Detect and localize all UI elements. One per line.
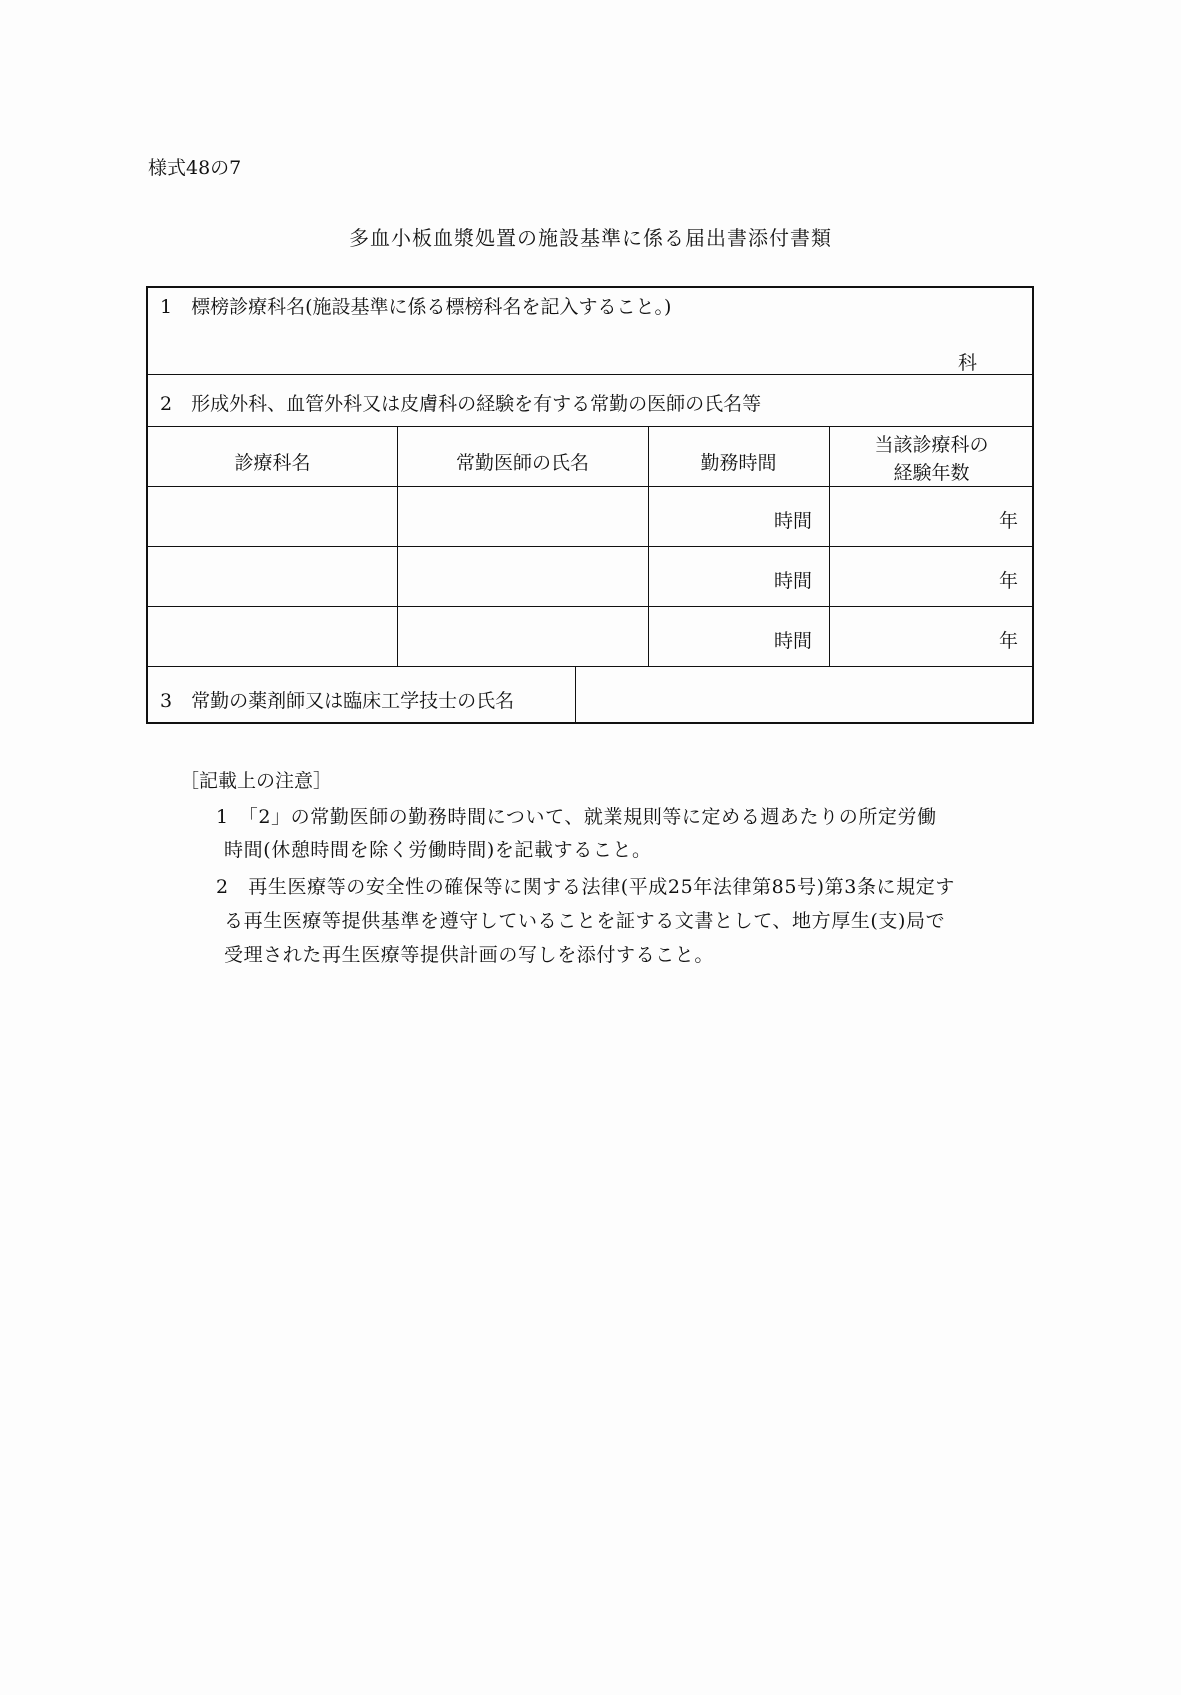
column-divider [648,426,649,666]
section1-unit: 科 [958,352,978,374]
row2-years-unit: 年 [999,570,1019,592]
section3-name-input[interactable] [576,686,1032,708]
divider [148,486,1032,487]
col-header-experience-line2: 経験年数 [893,462,970,484]
divider [148,606,1032,607]
divider [148,374,1032,375]
document-title: 多血小板血漿処置の施設基準に係る届出書添付書類 [349,226,832,250]
col-header-dept: 診療科名 [234,452,311,474]
row1-years-unit: 年 [999,510,1019,532]
row1-hours-unit: 時間 [774,510,813,532]
row3-dept-input[interactable] [148,626,397,648]
row2-name-input[interactable] [397,566,648,588]
divider [148,426,1032,427]
column-divider [829,426,830,666]
row3-years-unit: 年 [999,630,1019,652]
row3-hours-unit: 時間 [774,630,813,652]
column-divider [397,426,398,666]
form-id: 様式48の7 [148,157,242,179]
note2-line1: 2 再生医療等の安全性の確保等に関する法律(平成25年法律第85号)第3条に規定す [216,876,955,898]
col-header-experience-line1: 当該診療科の [874,434,989,456]
col-header-doctor-name: 常勤医師の氏名 [455,452,589,474]
section2-label: 2 形成外科、血管外科又は皮膚科の経験を有する常勤の医師の氏名等 [160,393,762,415]
divider [148,546,1032,547]
notes-heading: ［記載上の注意］ [180,770,333,792]
col-header-hours: 勤務時間 [700,452,777,474]
note1-line1: 1 「2」の常勤医師の勤務時間について、就業規則等に定める週あたりの所定労働 [216,806,937,828]
row1-dept-input[interactable] [148,506,397,528]
section1-label: 1 標榜診療科名(施設基準に係る標榜科名を記入すること。) [160,296,672,318]
section3-label: 3 常勤の薬剤師又は臨床工学技士の氏名 [160,690,515,712]
row3-name-input[interactable] [397,626,648,648]
note1-line2: 時間(休憩時間を除く労働時間)を記載すること。 [224,839,652,861]
divider [148,666,1032,667]
row2-hours-unit: 時間 [774,570,813,592]
row1-name-input[interactable] [397,506,648,528]
note2-line2: る再生医療等提供基準を遵守していることを証する文書として、地方厚生(支)局で [224,910,946,932]
row2-dept-input[interactable] [148,566,397,588]
form-table [146,286,1034,724]
note2-line3: 受理された再生医療等提供計画の写しを添付すること。 [224,944,715,966]
